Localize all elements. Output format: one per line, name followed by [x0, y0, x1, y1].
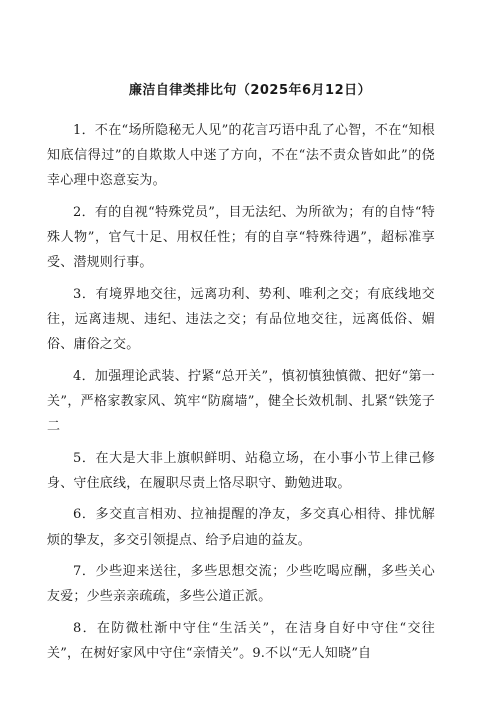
paragraph-6: 6．多交直言相劝、拉袖提醒的净友，多交真心相待、排忧解烦的挚友，多交引领提点、给予启迪的益友。 [47, 507, 435, 548]
paragraph-3: 3．有境界地交往，远离功利、势利、唯利之交；有底线地交往，远离违规、违纪、违法之交；有品位地交往，远离低俗、媚俗、庸俗之交。 [47, 286, 435, 353]
paragraph-1: 1．不在“场所隐秘无人见”的花言巧语中乱了心智，不在“知根知底信得过”的自欺欺人中迷了方向，不在“法不责众皆如此”的侥幸心理中恣意妄为。 [47, 123, 435, 189]
paragraph-2: 2．有的自视“特殊党员”，目无法纪、为所欲为；有的自恃“特殊人物”，官气十足、用权任性；有的自享“特殊待遇”，超标准享受、潜规则行事。 [47, 204, 435, 271]
paragraph-8: 8．在防微杜渐中守住“生活关”，在洁身自好中守住“交往关”，在树好家风中守住“亲情关”。9.不以“无人知晓”自 [47, 620, 435, 661]
paragraph-7: 7．少些迎来送往，多些思想交流；少些吃喝应酬，多些关心友爱；少些亲亲疏疏，多些公道正派。 [47, 564, 435, 605]
paragraph-5: 5．在大是大非上旗帜鲜明、站稳立场，在小事小节上律己修身、守住底线，在履职尽责上恪尽职守、勤勉进取。 [47, 450, 435, 491]
paragraph-4: 4．加强理论武装、拧紧“总开关”，慎初慎独慎微、把好“第一关”，严格家教家风、筑牢“防腐墙”，健全长效机制、扎紧“铁笼子二 [47, 368, 435, 435]
document-title: 廉洁自律类排比句（2025年6月12日） [128, 83, 372, 98]
document-body [47, 118, 435, 672]
